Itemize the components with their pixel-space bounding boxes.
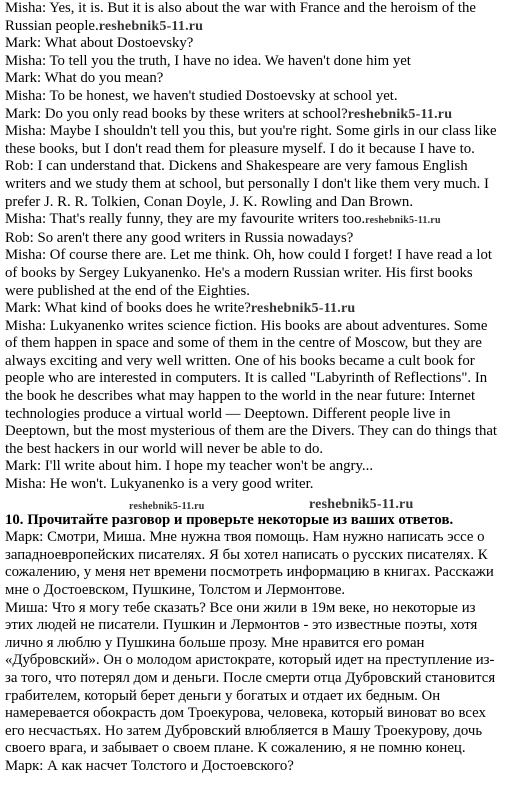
dialogue-text: Misha: That's really funny, they are my favourite writers too.	[5, 211, 366, 228]
dialogue-text: Misha: Maybe I shouldn't tell you this, but you're right. Some girls in our class like	[5, 123, 497, 140]
dialogue-text: Misha: Lukyanenko writes science fiction. His books are about adventures. Some	[5, 317, 488, 334]
dialogue-text: Russian people.	[5, 17, 99, 34]
dialogue-text: Misha: To be honest, we haven't studied Dostoevsky at school yet.	[5, 87, 398, 104]
dialogue-line	[5, 230, 517, 248]
dialogue-line	[5, 318, 517, 336]
dialogue-line	[5, 194, 517, 212]
dialogue-line	[5, 388, 517, 406]
dialogue-text: Rob: So aren't there any good writers in Russia nowadays?	[5, 229, 354, 246]
dialogue-text: technologies produce a virtual world — Deeptown. Different people live in	[5, 405, 451, 422]
dialogue-text: Misha: To tell you the truth, I have no idea. We haven't done him yet	[5, 52, 411, 69]
dialogue-line	[5, 406, 517, 424]
dialogue-text: Misha: Of course there are. Let me think. Oh, how could I forget! I have read a lot	[5, 247, 493, 264]
watermark: reshebnik5-11.ru	[98, 18, 204, 34]
dialogue-text: Deeptown, but the most mysterious of them are the Divers. They can do things that	[5, 423, 498, 440]
dialogue-line	[5, 283, 517, 301]
russian-dialogue	[5, 529, 517, 775]
watermark: reshebnik5-11.ru	[129, 500, 205, 512]
dialogue-text: were published at the end of the Eighties.	[5, 282, 250, 299]
exercise-heading: 10. Прочитайте разговор и проверьте некоторые из ваших ответов.	[5, 511, 454, 528]
dialogue-line	[5, 18, 517, 36]
document-page	[5, 0, 517, 776]
dialogue-line	[5, 300, 517, 318]
dialogue-line	[5, 176, 517, 194]
dialogue-line	[5, 106, 517, 124]
dialogue-line: лично я люблю у Пушкина больше прозу. Мне нравится его роман	[5, 634, 425, 651]
dialogue-line: намеревается обокрасть дом Троекурова, человека, который виноват во всех	[5, 705, 486, 722]
dialogue-line	[5, 70, 517, 88]
dialogue-line: своего врага, и забывает о своем плане. К сожалению, я не помню конец.	[5, 740, 466, 757]
dialogue-text: Rob: I can understand that. Dickens and Shakespeare are very famous English	[5, 158, 468, 175]
dialogue-line	[5, 335, 517, 353]
dialogue-text: Mark: What about Dostoevsky?	[5, 35, 194, 52]
dialogue-line: за того, что потерял дом и деньги. После смерти отца Дубровский становится	[5, 669, 496, 686]
dialogue-line	[5, 247, 517, 265]
dialogue-line: грабителем, который берет деньги у богатых и отдает их бедным. Он	[5, 687, 441, 704]
dialogue-line	[5, 476, 517, 494]
dialogue-line	[5, 123, 517, 141]
dialogue-text: Mark: Do you only read books by these writers at school?	[5, 105, 348, 122]
dialogue-line: Миша: Что я могу тебе сказать? Все они жили в 19м веке, но некоторые из	[5, 599, 476, 616]
watermark: reshebnik5-11.ru	[309, 496, 414, 512]
dialogue-text: people who are interested in computers. It is called "Labyrinth of Reflections". In	[5, 370, 488, 387]
dialogue-text: Mark: What do you mean?	[5, 70, 164, 87]
dialogue-text: the book he describes what may happen to the world in the near future: Internet	[5, 388, 476, 405]
watermark-line	[5, 494, 517, 512]
dialogue-line: Марк: А как насчет Толстого и Достоевского?	[5, 757, 294, 774]
dialogue-line: мне о Достоевском, Пушкине, Толстом и Лермонтове.	[5, 582, 346, 598]
dialogue-line: западноевропейских писателях. Я бы хотел написать о русских писателях. К	[5, 546, 488, 563]
dialogue-line: Марк: Смотри, Миша. Мне нужна твоя помощь. Нам нужно написать эссе о	[5, 529, 485, 546]
dialogue-line	[5, 458, 517, 476]
dialogue-line	[5, 158, 517, 176]
dialogue-line: «Дубровский». Он о молодом аристократе, который идет на преступление из-	[5, 652, 495, 669]
dialogue-text: Misha: He won't. Lukyanenko is a very good writer.	[5, 476, 314, 493]
dialogue-text: Mark: I'll write about him. I hope my teacher won't be angry...	[5, 458, 374, 475]
dialogue-line	[5, 211, 517, 230]
dialogue-line	[5, 441, 517, 459]
dialogue-line: его несчастьях. Но затем Дубровский влюбляется в Машу Троекурову, дочь	[5, 722, 483, 739]
dialogue-line	[5, 353, 517, 371]
dialogue-line	[5, 53, 517, 71]
english-dialogue	[5, 0, 517, 494]
dialogue-text: these books, but I don't read them for pleasure myself. I do it because I have to.	[5, 140, 475, 157]
dialogue-text: always exciting and very well written. One of his books became a cult book for	[5, 352, 475, 369]
dialogue-text: Misha: Yes, it is. But it is also about the war with France and the heroism of the	[5, 0, 476, 16]
dialogue-text: writers and we study them at school, but personally I don't like them very much. I	[5, 175, 489, 192]
dialogue-text: of them happen in space and some of them in the centre of Moscow, but they are	[5, 335, 482, 352]
watermark: reshebnik5-11.ru	[347, 106, 453, 122]
dialogue-line	[5, 88, 517, 106]
watermark: reshebnik5-11.ru	[250, 301, 356, 317]
dialogue-line: сожалению, у меня нет времени посмотреть информацию в книгах. Расскажи	[5, 564, 494, 581]
watermark: reshebnik5-11.ru	[365, 215, 441, 227]
dialogue-line	[5, 370, 517, 388]
dialogue-text: Mark: What kind of books does he write?	[5, 300, 251, 317]
dialogue-line	[5, 0, 517, 18]
dialogue-text: prefer J. R. R. Tolkien, Conan Doyle, J. K. Rowling and Dan Brown.	[5, 193, 414, 210]
dialogue-line	[5, 35, 517, 53]
dialogue-line	[5, 423, 517, 441]
dialogue-text: of books by Sergey Lukyanenko. He's a modern Russian writer. His first books	[5, 264, 473, 281]
dialogue-text: the best hackers in our world will never be able to do.	[5, 440, 324, 457]
dialogue-line: этих людей не писатели. Пушкин и Лермонтов - это известные поэты, хотя	[5, 617, 478, 634]
dialogue-line	[5, 265, 517, 283]
dialogue-line	[5, 141, 517, 159]
